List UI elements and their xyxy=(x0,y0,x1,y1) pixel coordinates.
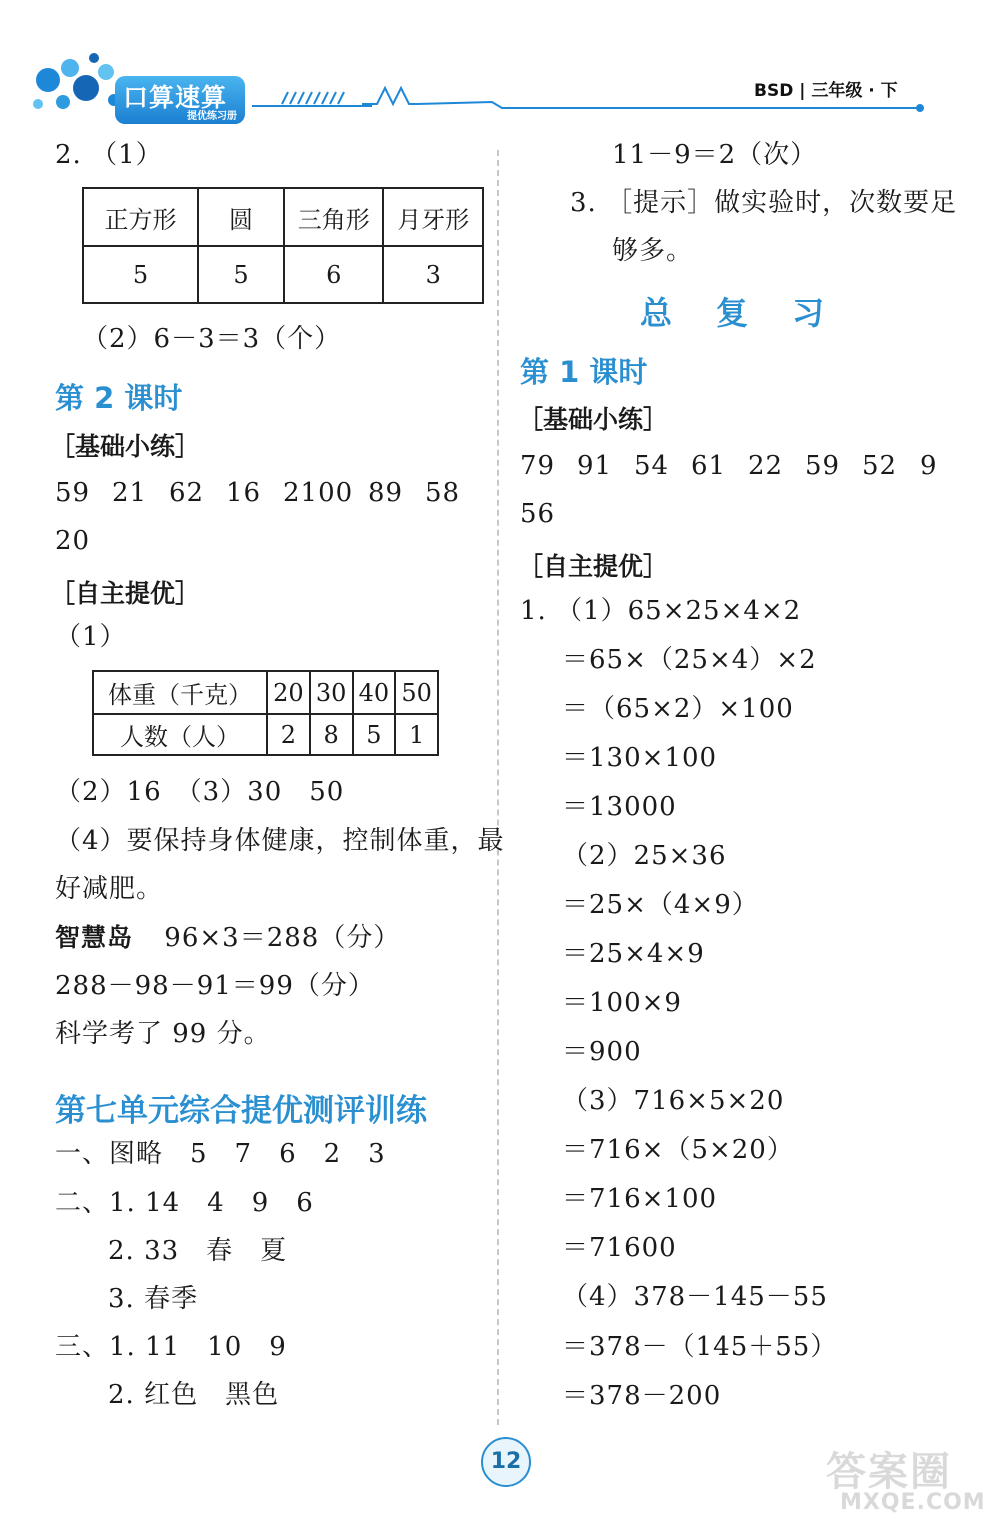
calc-line: ＝25×（4×9） xyxy=(562,890,759,920)
answer: 52 xyxy=(862,451,898,481)
page-number: 12 xyxy=(481,1437,531,1487)
wisdom-line3: 科学考了 99 分。 xyxy=(55,1019,271,1049)
unit7-q3-2: 2. 红色 黑色 xyxy=(108,1380,280,1410)
weight-cell: 50 xyxy=(395,671,438,714)
edition-label: BSD | 三年级 · 下 xyxy=(754,81,898,101)
answer: 89 xyxy=(368,478,404,508)
watermark-url: MXQE.COM xyxy=(840,1490,986,1515)
calc-line: ＝716×100 xyxy=(562,1184,718,1214)
basic-practice-label-right: ［基础小练］ xyxy=(518,405,669,434)
count-cell: 1 xyxy=(395,714,438,755)
q2-2: （2）6－3＝3（个） xyxy=(82,324,342,354)
shape-table-header: 圆 xyxy=(198,188,284,246)
answer: 9 xyxy=(920,451,938,481)
unit7-title: 第七单元综合提优测评训练 xyxy=(55,1093,427,1129)
weight-table xyxy=(92,670,439,756)
shape-table-header: 三角形 xyxy=(284,188,384,246)
header-banner xyxy=(0,40,1000,120)
wisdom-calc: 96×3＝288（分） xyxy=(164,923,401,953)
logo-title: 口算速算 xyxy=(123,83,228,112)
shape-table-header: 月牙形 xyxy=(383,188,483,246)
p4-line1: （4）要保持身体健康，控制体重，最 xyxy=(55,826,505,856)
calc-line: ＝378－（145＋55） xyxy=(562,1332,838,1362)
calc-line: ＝25×4×9 xyxy=(562,939,705,969)
weight-row-label: 体重（千克） xyxy=(93,671,267,714)
wisdom-line1 xyxy=(55,921,400,955)
calc-line: ＝716×（5×20） xyxy=(562,1135,794,1165)
logo-subtitle: 提优练习册 xyxy=(187,111,237,122)
answer: 21 xyxy=(112,478,148,508)
calc-line: ＝（65×2）×100 xyxy=(562,694,794,724)
weight-cell: 20 xyxy=(267,671,310,714)
unit7-q1: 一、图略 5 7 6 2 3 xyxy=(55,1139,386,1169)
calc-line: （2）25×36 xyxy=(562,841,727,871)
r-line1: 11－9＝2（次） xyxy=(612,140,818,170)
calc-line: ＝900 xyxy=(562,1037,642,1067)
p1: （1） xyxy=(55,622,127,652)
unit7-q2-1: 二、1. 14 4 9 6 xyxy=(55,1188,314,1218)
improve-label: ［自主提优］ xyxy=(50,579,201,608)
calc-line: 1. （1）65×25×4×2 xyxy=(520,596,802,626)
basic-answers-row-right-2: 56 xyxy=(520,499,556,529)
unit7-q2-3: 3. 春季 xyxy=(108,1284,199,1314)
calc-line: ＝130×100 xyxy=(562,743,718,773)
unit7-q2-2: 2. 33 春 夏 xyxy=(108,1236,288,1266)
watermark-text: 答案圈 xyxy=(826,1449,952,1495)
shape-table-cell: 6 xyxy=(284,246,384,303)
shape-table-header: 正方形 xyxy=(83,188,198,246)
splash-logo-icon xyxy=(28,50,128,118)
answer: 62 xyxy=(169,478,205,508)
count-row-label: 人数（人） xyxy=(93,714,267,755)
count-cell: 2 xyxy=(267,714,310,755)
count-cell: 5 xyxy=(353,714,396,755)
shape-table-cell: 5 xyxy=(198,246,284,303)
count-cell: 8 xyxy=(310,714,353,755)
weight-cell: 30 xyxy=(310,671,353,714)
answer: 91 xyxy=(577,451,613,481)
calc-line: ＝71600 xyxy=(562,1233,677,1263)
calc-line: ＝65×（25×4）×2 xyxy=(562,645,817,675)
shape-table-cell: 3 xyxy=(383,246,483,303)
answer: 59 xyxy=(55,478,91,508)
watermark-logo xyxy=(818,1440,988,1520)
calc-line: ＝13000 xyxy=(562,792,677,822)
answer: 54 xyxy=(634,451,670,481)
p4-line2: 好减肥。 xyxy=(55,874,164,904)
p2-3: （2）16 （3）30 50 xyxy=(55,777,345,807)
column-divider xyxy=(497,150,499,1425)
calc-line: （3）716×5×20 xyxy=(562,1086,785,1116)
wisdom-label: 智慧岛 xyxy=(55,923,134,952)
answer: 59 xyxy=(805,451,841,481)
answer: 22 xyxy=(748,451,784,481)
r3-line1: 3. ［提示］做实验时，次数要足 xyxy=(570,188,958,218)
wisdom-line2: 288－98－91＝99（分） xyxy=(55,971,375,1001)
r3-line2: 够多。 xyxy=(612,236,694,266)
q2-1: 2. （1） xyxy=(55,140,163,170)
lesson1-title: 第 1 课时 xyxy=(520,355,648,389)
calc-line: （4）378－145－55 xyxy=(562,1282,828,1312)
basic-practice-label: ［基础小练］ xyxy=(50,432,201,461)
answer: 2100 xyxy=(283,478,354,508)
calc-line: ＝378－200 xyxy=(562,1381,722,1411)
calc-line: ＝100×9 xyxy=(562,988,682,1018)
review-title: 总 复 习 xyxy=(640,294,831,332)
answer: 79 xyxy=(520,451,556,481)
answer: 58 xyxy=(425,478,461,508)
weight-cell: 40 xyxy=(353,671,396,714)
lesson2-title: 第 2 课时 xyxy=(55,381,183,415)
improve-label-right: ［自主提优］ xyxy=(518,552,669,581)
shape-table-cell: 5 xyxy=(83,246,198,303)
unit7-q3-1: 三、1. 11 10 9 xyxy=(55,1332,287,1362)
logo-badge xyxy=(115,76,245,124)
basic-answers-row-2: 20 xyxy=(55,526,91,556)
shape-count-table xyxy=(82,187,484,304)
answer: 61 xyxy=(691,451,727,481)
answer: 16 xyxy=(226,478,262,508)
